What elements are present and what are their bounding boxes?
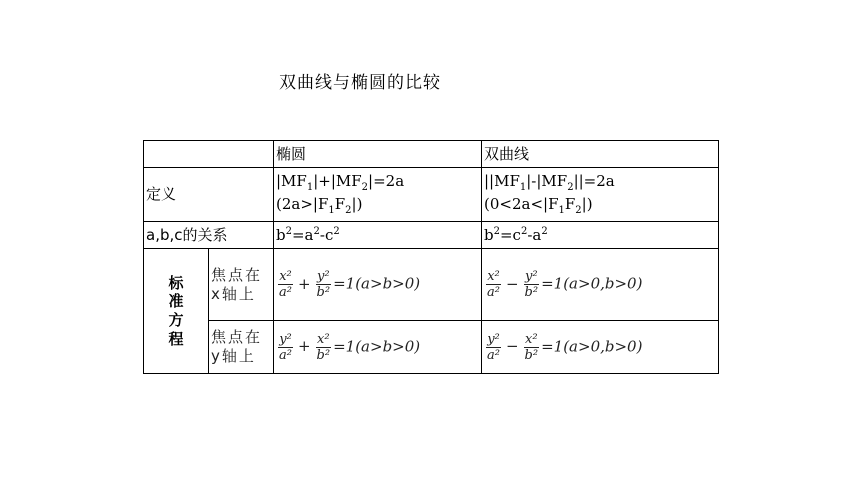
standard-x-row [144, 249, 719, 321]
ellipse-definition-line1: $|MF_1|+|MF_2|=2a$ [276, 172, 405, 193]
standard-y-row [144, 321, 719, 374]
ellipse-x-equation: $\frac{\text{x²}}{\text{a²}}$ + $\frac{\text{y²}}{\text{b²}}$ =1(a>b>0) [274, 249, 482, 321]
page-title: 双曲线与椭圆的比较 [279, 73, 441, 93]
ellipse-relation: $b^2=a^2-c^2$ [274, 222, 482, 249]
comparison-table [143, 140, 719, 374]
header-row [144, 141, 719, 168]
definition-label: 定义 [144, 168, 274, 222]
header-hyperbola: 双曲线 [482, 141, 719, 168]
hyperbola-relation: $b^2=c^2-a^2$ [482, 222, 719, 249]
y-axis-focus-label: 焦点在 y轴上 [209, 321, 274, 374]
ellipse-y-equation: $\frac{\text{y²}}{\text{a²}}$ + $\frac{\text{x²}}{\text{b²}}$ =1(a>b>0) [274, 321, 482, 374]
hyperbola-definition-line2: $(0<2a<|F_1F_2|)$ [484, 194, 593, 216]
hyperbola-definition-line1: $||MF_1|-|MF_2||=2a$ [484, 172, 615, 193]
hyperbola-definition [482, 168, 719, 222]
standard-equation-label: 标 准 方 程 [144, 249, 209, 374]
ellipse-definition-line2: $(2a>|F_1F_2|)$ [276, 194, 363, 216]
relation-row [144, 222, 719, 249]
definition-row [144, 168, 719, 222]
relation-label: a,b,c的关系 [144, 222, 274, 249]
corner-cell [144, 141, 274, 168]
hyperbola-y-equation: $\frac{\text{y²}}{\text{a²}}$ − $\frac{\text{x²}}{\text{b²}}$ =1(a>0,b>0) [482, 321, 719, 374]
ellipse-definition [274, 168, 482, 222]
x-axis-focus-label: 焦点在 x轴上 [209, 249, 274, 321]
hyperbola-x-equation: $\frac{\text{x²}}{\text{a²}}$ − $\frac{\text{y²}}{\text{b²}}$ =1(a>0,b>0) [482, 249, 719, 321]
header-ellipse: 椭圆 [274, 141, 482, 168]
